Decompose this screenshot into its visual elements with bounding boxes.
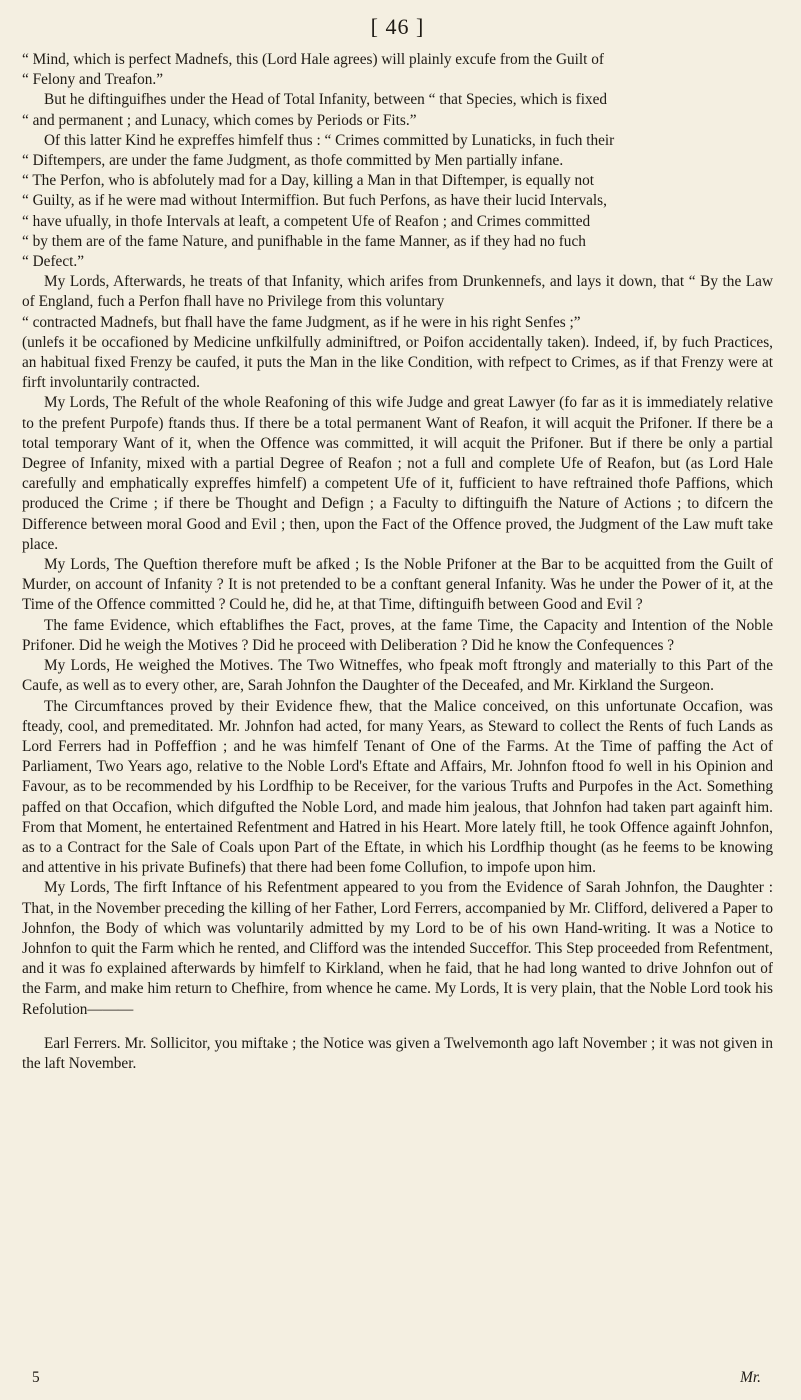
text-line: “ Guilty, as if he were mad without Intermiffion. But fuch Perfons, as have their lucid Intervals, (22, 192, 607, 210)
body-text (22, 50, 773, 1074)
paragraph: My Lords, The Refult of the whole Reafoning of this wife Judge and great Lawyer (fo far as it is immediately relative to the prefent Purpofe) ftands thus. If there be a total permanent Want of Reafon, it will acquit the Prifoner. If there be a total temporary Want of it, when the Offence was committed, it will acquit the Prifoner. But if there be only a partial Degree of Infanity, mixed with a partial Degree of Reafon ; not a full and complete Ufe of Reafon, but (as Lord Hale carefully and emphatically expreffes himfelf) a competent Ufe of it, fufficient to have reftrained thofe Paffions, which produced the Crime ; if there be Thought and Defign ; a Faculty to diftinguifh the Nature of Actions ; to difcern the Difference between moral Good and Evil ; then, upon the Fact of the Offence proved, the Judgment of the Law muft take place. (22, 394, 773, 553)
paragraph: My Lords, The firft Inftance of his Refentment appeared to you from the Evidence of Sarah Johnfon, the Daughter : That, in the November preceding the killing of her Father, Lord Ferrers, accompanied by Mr. Clifford, delivered a Paper to Johnfon, the Body of which was voluntarily admitted by my Lord to be of his own Hand-writing. It was a Notice to Johnfon to quit the Farm which he rented, and Clifford was the intended Succeffor. This Step proceeded from Refentment, and it was fo explained afterwards by himfelf to Kirkland, when he faid, that he had long wanted to drive Johnfon out of the Farm, and make him return to Chefhire, from whence he came. My Lords, It is very plain, that the Noble Lord took his Refolution——— (22, 879, 773, 1018)
text-line: “ contracted Madnefs, but fhall have the fame Judgment, as if he were in his right Senfes ;” (22, 313, 581, 331)
text-line: “ by them are of the fame Nature, and punifhable in the fame Manner, as if they had no fuch (22, 232, 586, 250)
page-number: [ 46 ] (370, 14, 425, 39)
text-line: “ Mind, which is perfect Madnefs, this (Lord Hale agrees) will plainly excufe from the Guilt of (22, 51, 604, 68)
signature-mark: 5 (32, 1369, 40, 1386)
text-line: “ and permanent ; and Lunacy, which comes by Periods or Fits.” (22, 111, 417, 129)
paragraph: My Lords, He weighed the Motives. The Two Witneffes, who fpeak moft ftrongly and materially to this Part of the Caufe, as well as to every other, are, Sarah Johnfon the Daughter of the Deceafed, and Mr. Kirkland the Surgeon. (22, 657, 773, 695)
text-line: “ Defect.” (22, 253, 84, 271)
paragraph: The Circumftances proved by their Evidence fhew, that the Malice conceived, on this unfortunate Occafion, was fteady, cool, and premeditated. Mr. Johnfon had acted, for many Years, as Steward to collect the Rents of fuch Lands as Lord Ferrers had in Poffeffion ; and he was himfelf Tenant of One of the Farms. At the Time of paffing the Act of Parliament, Two Years ago, relative to the Noble Lord's Eftate and Affairs, Mr. Johnfon ftood fo well in his Opinion and Favour, as to be recommended by his Lordfhip to be Receiver, for the various Trufts and Purpofes in the Act. Something paffed on that Occafion, which difgufted the Noble Lord, and made him jealous, that Johnfon had taken part againft him. From that Moment, he entertained Refentment and Hatred in his Heart. More lately ftill, he took Offence againft Johnfon, as to a Contract for the Sale of Coals upon Part of the Eftate, in which his Lordfhip thought (as he feems to be knowing and attentive in his private Bufinefs) that there had been fome Collufion, to impofe upon him. (22, 697, 773, 877)
paragraph: My Lords, The Queftion therefore muft be afked ; Is the Noble Prifoner at the Bar to be acquitted from the Guilt of Murder, on account of Infanity ? It is not pretended to be a conftant general Infanity. Was he under the Power of it, at the Time of the Offence committed ? Could he, did he, at that Time, diftinguifh between Good and Evil ? (22, 556, 773, 614)
text-line: “ Diftempers, are under the fame Judgment, as thofe committed by Men partially infane. (22, 152, 564, 170)
paragraph: My Lords, Afterwards, he treats of that Infanity, which arifes from Drunkennefs, and lays it down, that “ By the Law of England, fuch a Perfon fhall have no Privilege from this voluntary (22, 273, 773, 311)
paragraph: Of this latter Kind he expreffes himfelf thus : “ Crimes committed by Lunaticks, in fuch their (44, 131, 615, 149)
speaker-paragraph: Earl Ferrers. Mr. Sollicitor, you miftake ; the Notice was given a Twelvemonth ago laft November ; it was not given in the laft November. (22, 1034, 773, 1072)
text-line: “ have ufually, in thofe Intervals at leaft, a competent Ufe of Reafon ; and Crimes committed (22, 212, 591, 230)
paragraph: But he diftinguifhes under the Head of Total Infanity, between “ that Species, which is fixed (44, 91, 608, 109)
paragraph: The fame Evidence, which eftablifhes the Fact, proves, at the fame Time, the Capacity and Intention of the Noble Prifoner. Did he weigh the Motives ? Did he proceed with Deliberation ? Did he know the Confequences ? (22, 616, 773, 654)
text-line: “ The Perfon, who is abfolutely mad for a Day, killing a Man in that Diftemper, is equally not (22, 172, 595, 190)
text-line: (unlefs it be occafioned by Medicine unfkilfully adminiftred, or Poifon accidentally taken). Indeed, if, by fuch Practices, an habitual fixed Frenzy be caufed, it puts the Man in the like Condition, with refpect to Crimes, as if that Frenzy were at firft involuntarily contracted. (22, 333, 773, 392)
catchword: Mr. (740, 1369, 761, 1386)
text-line: “ Felony and Treafon.” (22, 71, 164, 89)
